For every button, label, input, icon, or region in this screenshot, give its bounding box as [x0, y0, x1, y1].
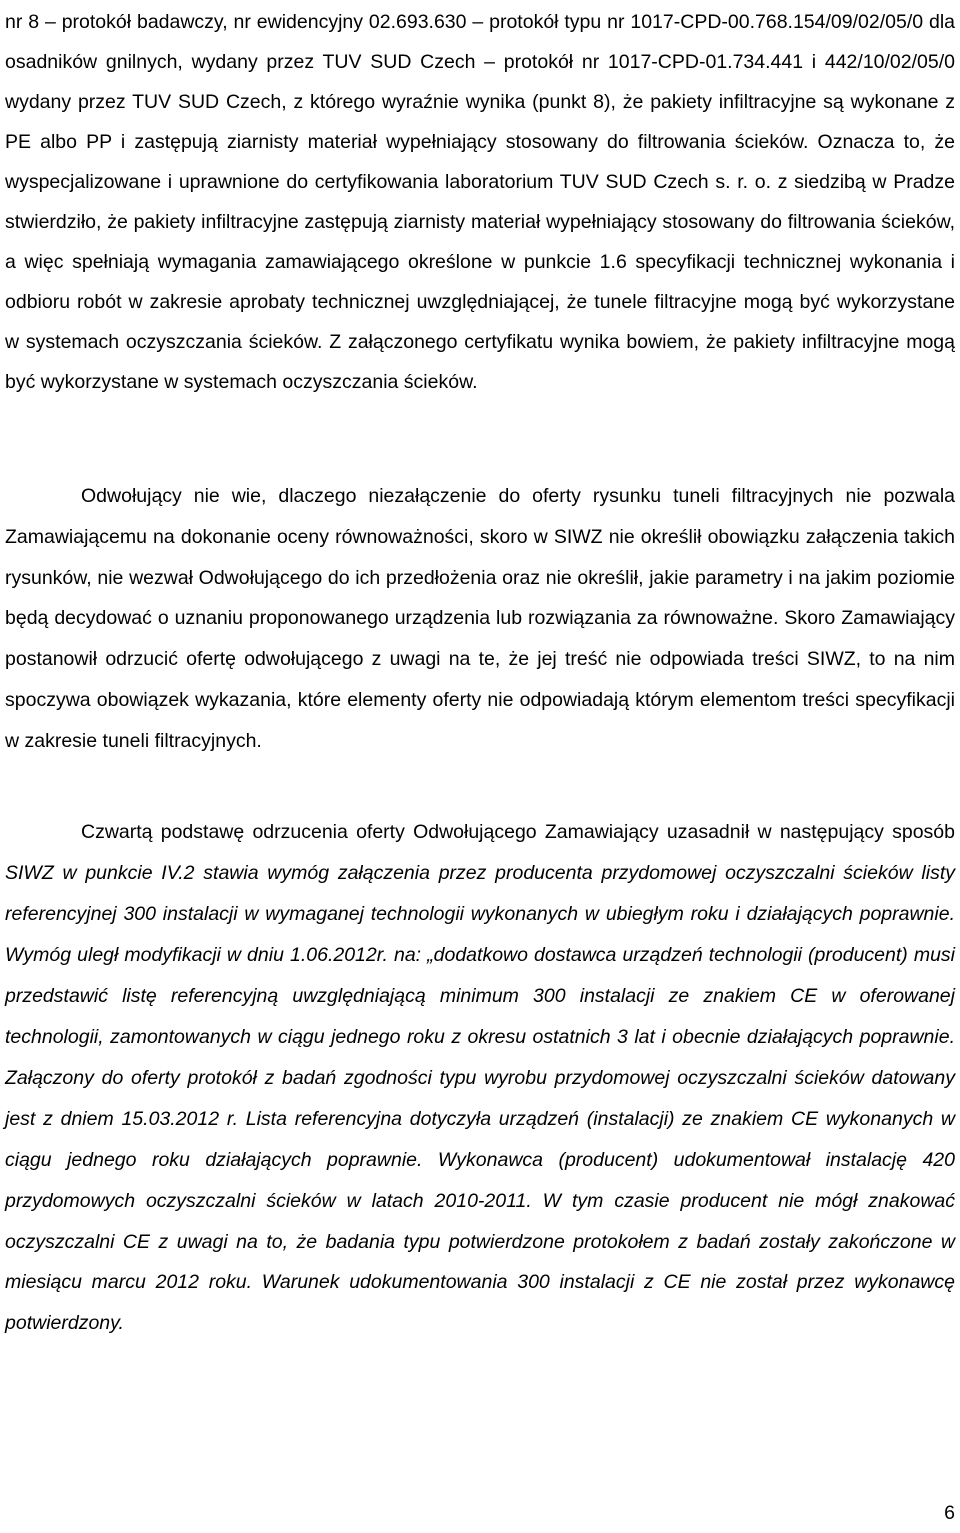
- paragraph-3-regular-text: Czwartą podstawę odrzucenia oferty Odwołującego Zamawiający uzasadnił w następujący sposób: [81, 821, 955, 843]
- page-number: 6: [944, 1502, 955, 1524]
- paragraph-2: Odwołujący nie wie, dlaczego niezałączenie do oferty rysunku tuneli filtracyjnych nie pozwala Zamawiającemu na dokonanie oceny równoważności, skoro w SIWZ nie określił obowiązku załączenia takich rysunków, nie wezwał Odwołującego do ich przedłożenia oraz nie określił, jakie parametry i na jakim poziomie będą decydować o uznaniu proponowanego urządzenia lub rozwiązania za równoważne. Skoro Zamawiający postanowił odrzucić ofertę odwołującego z uwagi na te, że jej treść nie odpowiada treści SIWZ, to na nim spoczywa obowiązek wykazania, które elementy oferty nie odpowiadają którym elementom treści specyfikacji w zakresie tuneli filtracyjnych.: [5, 485, 955, 752]
- paragraph-1: nr 8 – protokół badawczy, nr ewidencyjny 02.693.630 – protokół typu nr 1017-CPD-00.768.154/09/02/05/0 dla osadników gnilnych, wydany przez TUV SUD Czech – protokół nr 1017-CPD-01.734.441 i 442/10/02/05/0 wydany przez TUV SUD Czech, z którego wyraźnie wynika (punkt 8), że pakiety infiltracyjne są wykonane z PE albo PP i zastępują ziarnisty materiał wypełniający stosowany do filtrowania ścieków. Oznacza to, że wyspecjalizowane i uprawnione do certyfikowania laboratorium TUV SUD Czech s. r. o. z siedzibą w Pradze stwierdziło, że pakiety infiltracyjne zastępują ziarnisty materiał wypełniający stosowany do filtrowania ścieków, a więc spełniają wymagania zamawiającego określone w punkcie 1.6 specyfikacji technicznej wykonania i odbioru robót w zakresie aprobaty technicznej uwzględniającej, że tunele filtracyjne mogą być wykorzystane w systemach oczyszczania ścieków. Z załączonego certyfikatu wynika bowiem, że pakiety infiltracyjne mogą być wykorzystane w systemach oczyszczania ścieków.: [5, 11, 955, 393]
- paragraph-3: [5, 812, 955, 1344]
- paragraph-3-italic-quote: SIWZ w punkcie IV.2 stawia wymóg załączenia przez producenta przydomowej oczyszczalni ścieków listy referencyjnej 300 instalacji w wymaganej technologii wykonanych w ubiegłym roku i działających poprawnie. Wymóg uległ modyfikacji w dniu 1.06.2012r. na: „dodatkowo dostawca urządzeń technologii (producent) musi przedstawić listę referencyjną uwzględniającą minimum 300 instalacji ze znakiem CE w oferowanej technologii, zamontowanych w ciągu jednego roku z okresu ostatnich 3 lat i obecnie działających poprawnie. Załączony do oferty protokół z badań zgodności typu wyrobu przydomowej oczyszczalni ścieków datowany jest z dniem 15.03.2012 r. Lista referencyjna dotyczyła urządzeń (instalacji) ze znakiem CE wykonanych w ciągu jednego roku działających poprawnie. Wykonawca (producent) udokumentował instalację 420 przydomowych oczyszczalni ścieków w latach 2010-2011. W tym czasie producent nie mógł znakować oczyszczalni CE z uwagi na to, że badania typu potwierdzone protokołem z badań zostały zakończone w miesiącu marcu 2012 roku. Warunek udokumentowania 300 instalacji z CE nie został przez wykonawcę potwierdzony.: [5, 861, 955, 1335]
